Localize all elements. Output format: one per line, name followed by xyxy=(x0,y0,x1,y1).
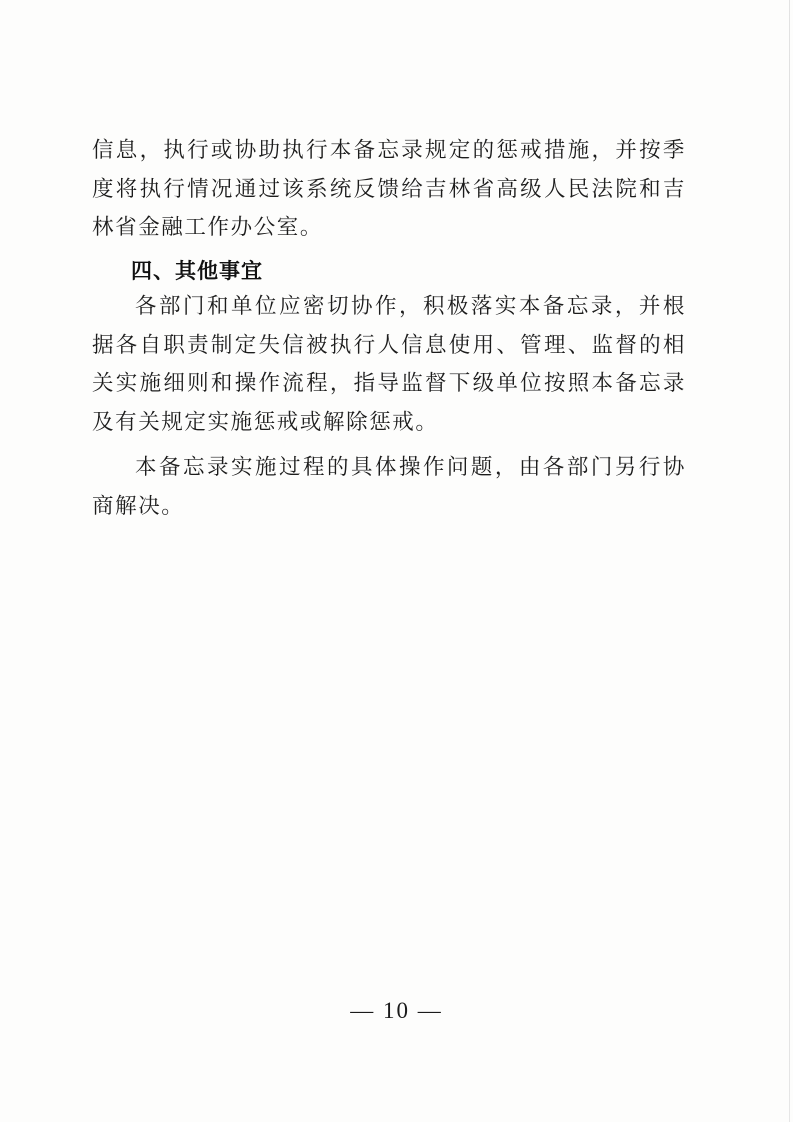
paragraph-issues: 本备忘录实施过程的具体操作问题，由各部门另行协商解决。 xyxy=(92,455,686,519)
section-heading: 四、其他事宜 xyxy=(131,259,263,283)
paragraph-continuation: 信息，执行或协助执行本备忘录规定的惩戒措施，并按季度将执行情况通过该系统反馈给吉林省高级人民法院和吉林省金融工作办公室。 xyxy=(92,138,686,240)
page-number: — 10 — xyxy=(350,998,443,1023)
paragraph-cooperation: 各部门和单位应密切协作，积极落实本备忘录，并根据各自职责制定失信被执行人信息使用、管理、监督的相关实施细则和操作流程，指导监督下级单位按照本备忘录及有关规定实施惩戒或解除惩戒。 xyxy=(92,294,686,435)
scan-edge-line xyxy=(789,0,790,1122)
